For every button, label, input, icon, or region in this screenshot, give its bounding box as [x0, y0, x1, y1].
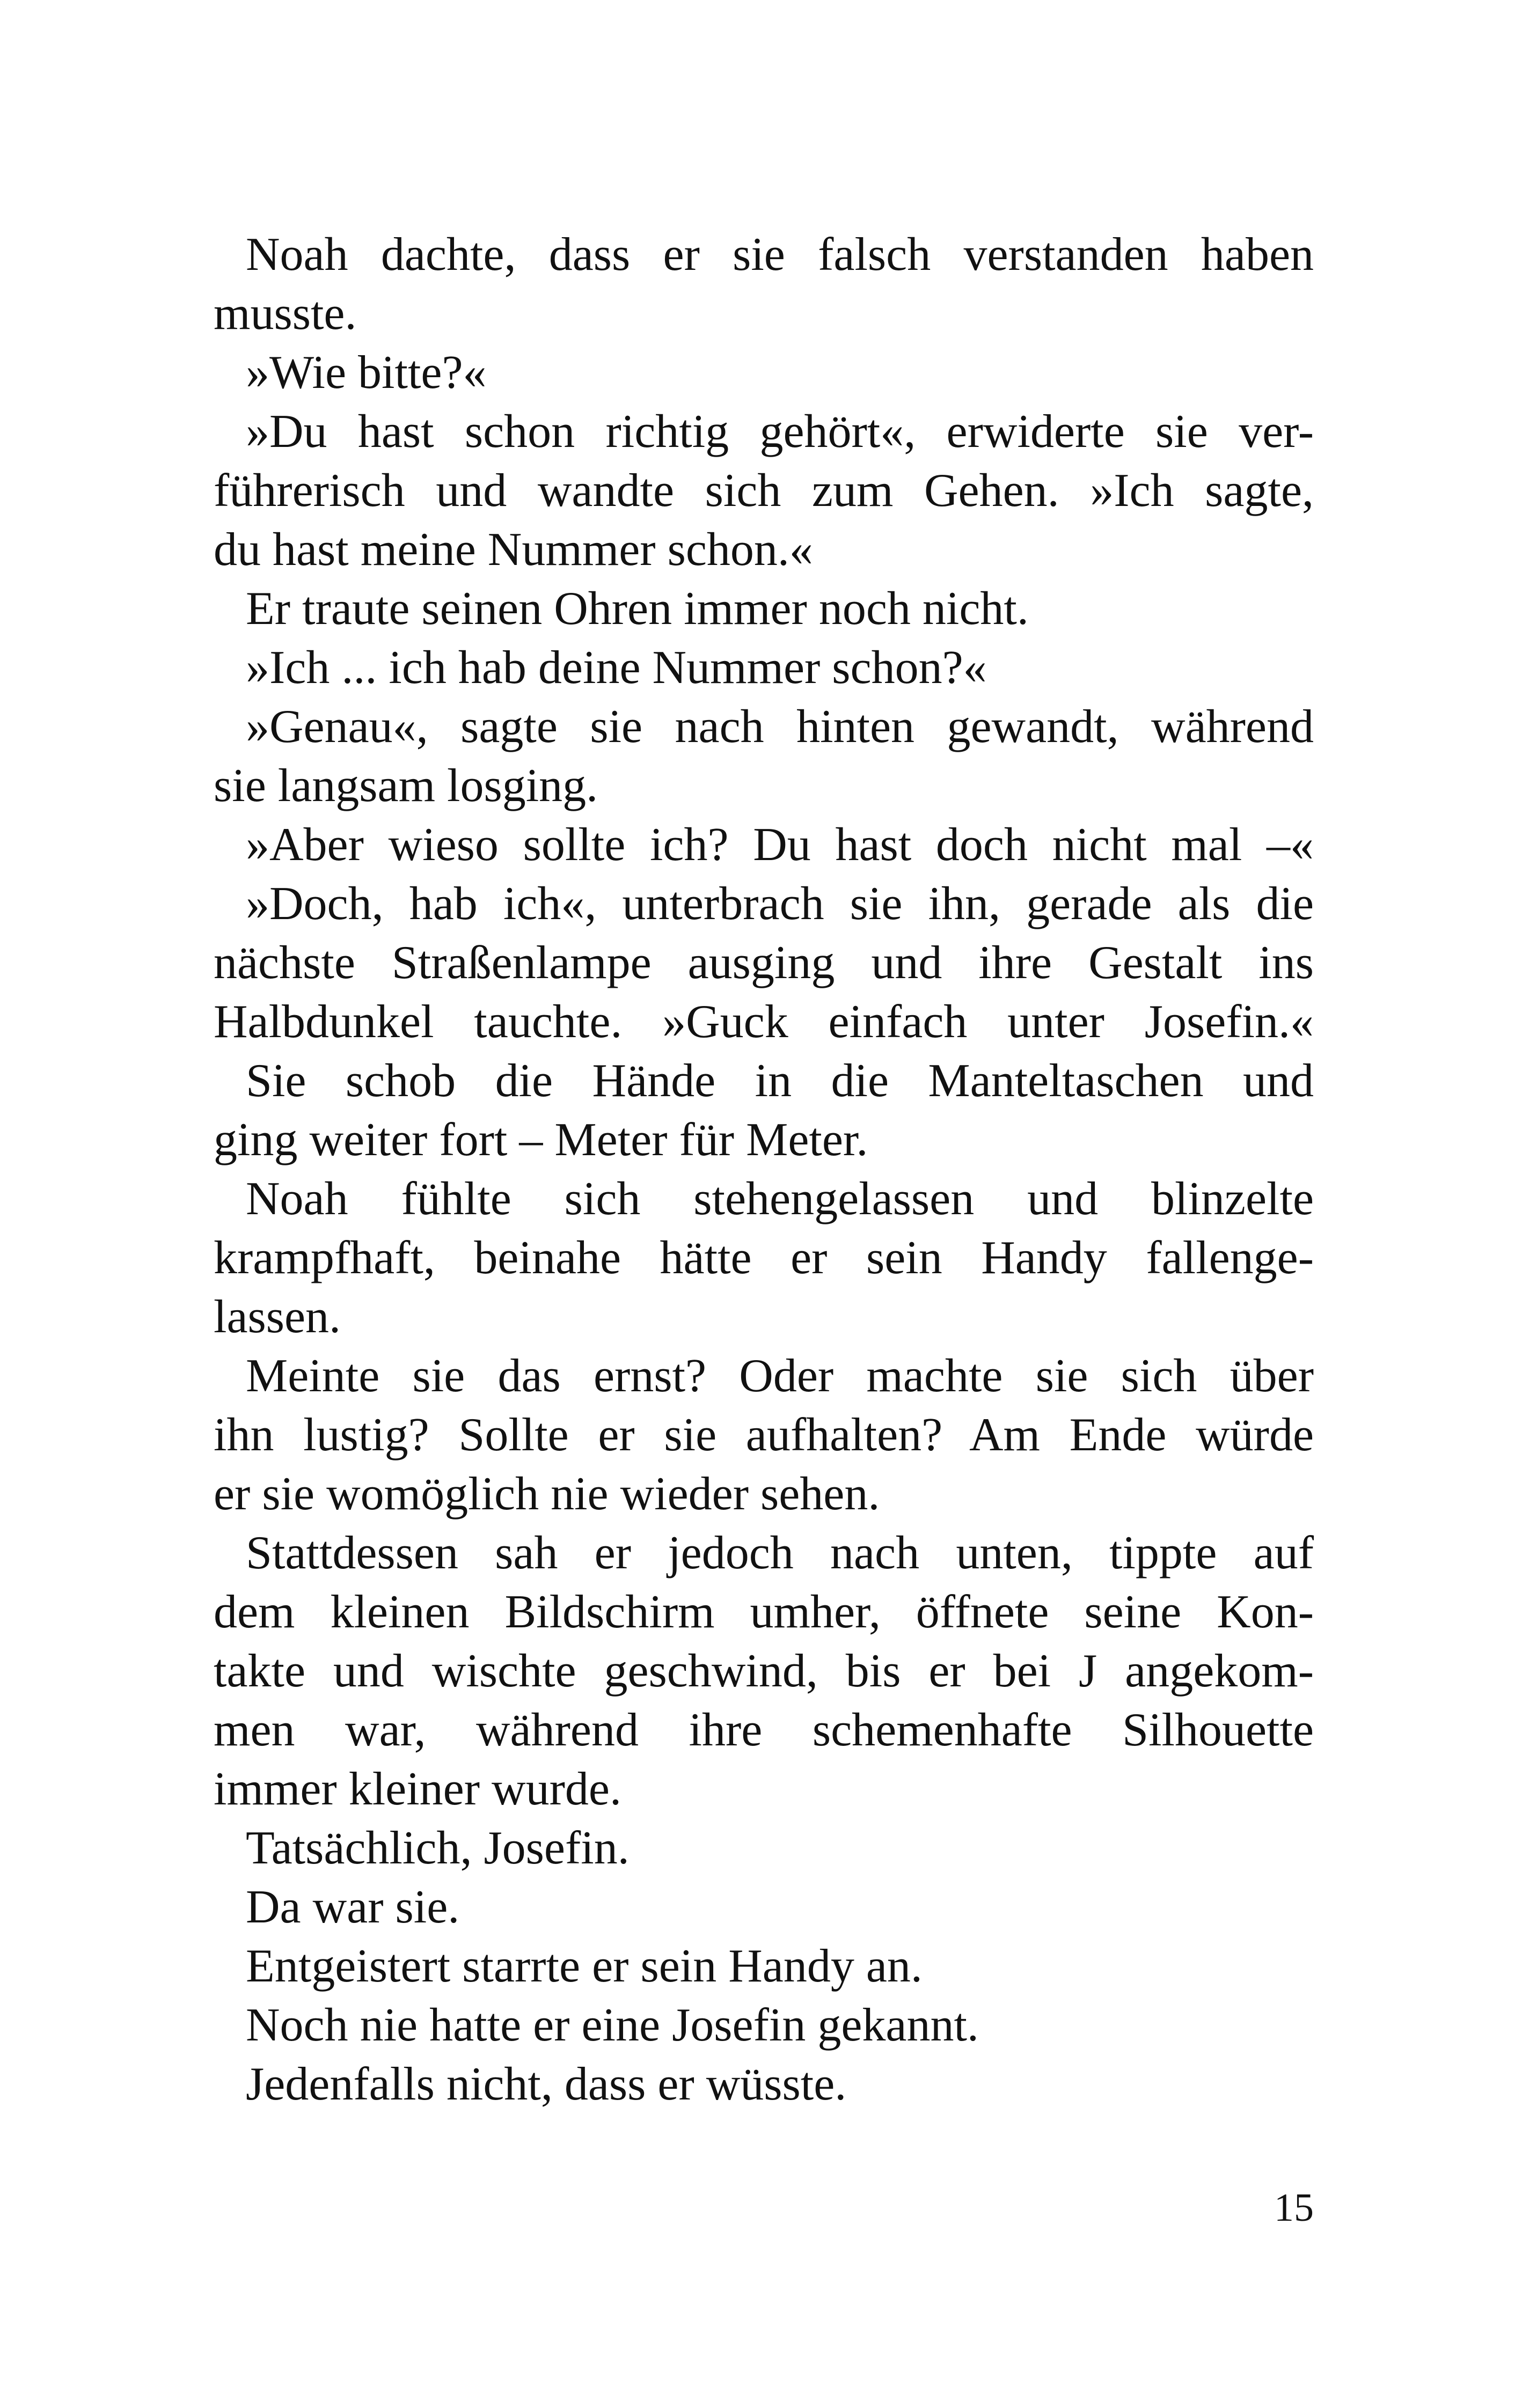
text-line: ging weiter fort – Meter für Meter. [214, 1114, 868, 1166]
text-line: er sie womöglich nie wieder sehen. [214, 1468, 880, 1520]
text-line: Halbdunkel tauchte. »Guck einfach unter Josefin.« [214, 996, 1314, 1048]
text-line: »Aber wieso sollte ich? Du hast doch nicht mal –« [246, 819, 1314, 871]
text-line: sie langsam losging. [214, 760, 598, 812]
text-line: »Wie bitte?« [246, 347, 487, 399]
text-line: Tatsächlich, Josefin. [246, 1822, 630, 1874]
text-line: nächste Straßenlampe ausging und ihre Gestalt ins [214, 937, 1314, 989]
text-line: Noch nie hatte er eine Josefin gekannt. [246, 1999, 979, 2051]
text-line: ihn lustig? Sollte er sie aufhalten? Am Ende würde [214, 1409, 1314, 1461]
text-line: immer kleiner wurde. [214, 1763, 621, 1815]
text-line: Noah fühlte sich stehengelassen und blinzelte [246, 1173, 1314, 1225]
text-line: Da war sie. [246, 1881, 460, 1933]
text-line: lassen. [214, 1291, 341, 1343]
text-line: Er traute seinen Ohren immer noch nicht. [246, 583, 1029, 635]
text-line: Noah dachte, dass er sie falsch verstanden haben [246, 229, 1314, 281]
text-line: Stattdessen sah er jedoch nach unten, tippte auf [246, 1527, 1314, 1579]
text-line: takte und wischte geschwind, bis er bei J angekom- [214, 1645, 1314, 1697]
text-line: du hast meine Nummer schon.« [214, 524, 813, 576]
text-line: Jedenfalls nicht, dass er wüsste. [246, 2058, 847, 2110]
text-line: »Du hast schon richtig gehört«, erwiderte sie ver- [246, 406, 1314, 458]
page-number: 15 [1274, 2186, 1314, 2230]
text-line: »Genau«, sagte sie nach hinten gewandt, während [246, 701, 1314, 753]
text-line: Meinte sie das ernst? Oder machte sie sich über [246, 1350, 1314, 1402]
text-line: Entgeistert starrte er sein Handy an. [246, 1940, 923, 1992]
text-line: »Ich ... ich hab deine Nummer schon?« [246, 642, 987, 694]
text-line: »Doch, hab ich«, unterbrach sie ihn, gerade als die [246, 878, 1314, 930]
text-line: dem kleinen Bildschirm umher, öffnete seine Kon- [214, 1586, 1314, 1638]
body-text [214, 225, 1314, 2114]
text-line: men war, während ihre schemenhafte Silhouette [214, 1704, 1314, 1756]
text-line: Sie schob die Hände in die Manteltaschen und [246, 1055, 1314, 1107]
text-line: krampfhaft, beinahe hätte er sein Handy fallenge- [214, 1232, 1314, 1284]
text-line: führerisch und wandte sich zum Gehen. »Ich sagte, [214, 465, 1314, 517]
text-line: musste. [214, 288, 357, 340]
